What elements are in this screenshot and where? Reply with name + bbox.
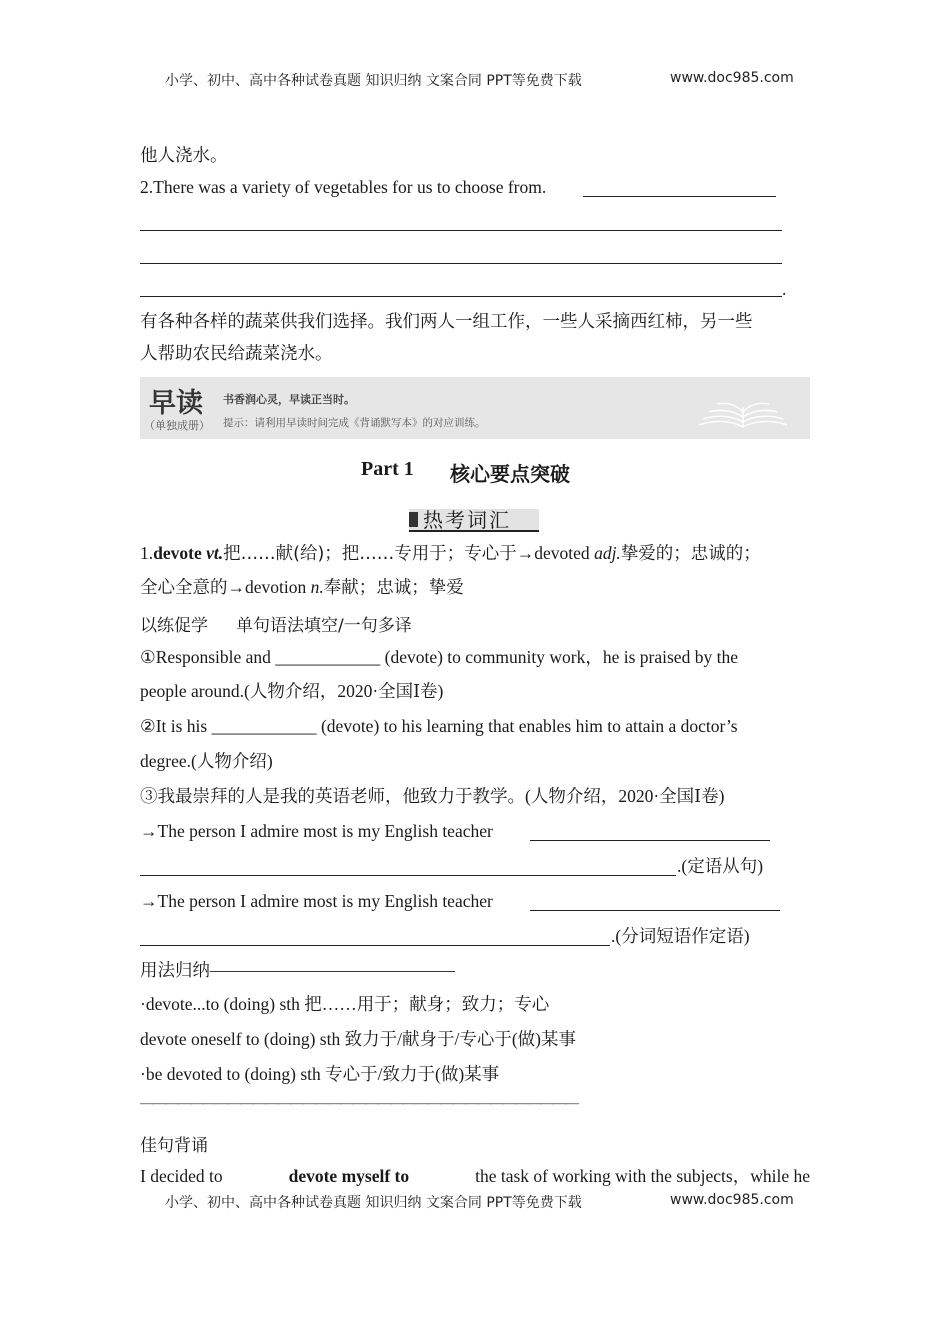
usage-title: 用法归纳 bbox=[140, 961, 210, 981]
translation-line: 人帮助农民给蔬菜浇水。 bbox=[140, 343, 333, 363]
exercise-1-line-1: ①Responsible and ____________ (devote) to community work，he is praised by the bbox=[140, 647, 738, 667]
footer-text: 小学、初中、高中各种试卷真题 知识归纳 文案合同 PPT等免费下载 bbox=[165, 1195, 582, 1211]
section-marker-icon bbox=[409, 512, 418, 527]
entry-word: devote bbox=[153, 543, 202, 563]
usage-end-dashes: ——————————————————————————————————— bbox=[140, 1096, 578, 1111]
usage-dashes: —————————————— bbox=[210, 960, 455, 980]
continued-text: 他人浇水。 bbox=[140, 145, 228, 165]
entry-meaning: 把……献(给)；把……专用于；专心于 bbox=[223, 544, 517, 564]
answer-line bbox=[140, 230, 782, 231]
usage-item: ·be devoted to (doing) sth 专心于/致力于(做)某事 bbox=[140, 1064, 500, 1084]
answer-blank bbox=[583, 196, 776, 197]
derived-meaning: 奉献；忠诚；挚爱 bbox=[323, 578, 464, 598]
translation-line: 有各种各样的蔬菜供我们选择。我们两人一组工作，一些人采摘西红柿，另一些 bbox=[140, 311, 753, 331]
section-title: 热考词汇 bbox=[423, 508, 511, 532]
answer-blank bbox=[140, 945, 610, 946]
header-text: 小学、初中、高中各种试卷真题 知识归纳 文案合同 PPT等免费下载 bbox=[165, 73, 582, 89]
part-label: Part 1 bbox=[361, 458, 414, 480]
morning-reading-banner bbox=[140, 377, 810, 439]
answer-period: . bbox=[782, 279, 787, 299]
sentence-pre: I decided to bbox=[140, 1166, 223, 1186]
usage-item: ·devote...to (doing) sth 把……用于；献身；致力；专心 bbox=[140, 994, 550, 1014]
answer-line bbox=[140, 296, 782, 297]
banner-slogan: 书香润心灵，早读正当时。 bbox=[223, 393, 355, 406]
derived-meaning: 挚爱的；忠诚的； bbox=[620, 544, 761, 564]
derived-pos: adj. bbox=[594, 543, 621, 563]
open-book-icon bbox=[695, 389, 791, 431]
header-site: www.doc985.com bbox=[670, 70, 794, 86]
banner-subtitle: （单独成册） bbox=[144, 419, 210, 432]
banner-tip: 提示：请利用早读时间完成《背诵默写本》的对应训练。 bbox=[223, 417, 486, 429]
question-2: 2.There was a variety of vegetables for us to choose from. bbox=[140, 177, 547, 197]
sentence-title: 佳句背诵 bbox=[140, 1136, 208, 1156]
usage-heading bbox=[140, 959, 455, 982]
translation-note-2: .(分词短语作定语) bbox=[611, 926, 750, 946]
answer-line bbox=[140, 263, 782, 264]
part-title: 核心要点突破 bbox=[450, 462, 570, 486]
exercise-2-line-2: degree.(人物介绍) bbox=[140, 751, 273, 771]
sentence-post: the task of working with the subjects，while he bbox=[475, 1166, 810, 1186]
arrow-icon: → bbox=[516, 543, 535, 563]
entry-meaning-cont: 全心全意的 bbox=[140, 578, 228, 598]
translation-answer-1: →The person I admire most is my English teacher bbox=[140, 821, 493, 841]
answer-blank bbox=[530, 910, 780, 911]
answer-blank bbox=[140, 875, 676, 876]
derived-pos: n. bbox=[310, 577, 324, 597]
answer-blank bbox=[530, 840, 770, 841]
translation-answer-2: →The person I admire most is my English teacher bbox=[140, 891, 493, 911]
entry-line-1 bbox=[140, 542, 761, 565]
practice-subtitle: 单句语法填空/一句多译 bbox=[236, 616, 412, 636]
usage-item: devote oneself to (doing) sth 致力于/献身于/专心于(做)某事 bbox=[140, 1029, 576, 1049]
sentence-line bbox=[140, 1165, 810, 1187]
translation-note-1: .(定语从句) bbox=[677, 856, 764, 876]
sentence-bold: devote myself to bbox=[288, 1166, 410, 1186]
footer-site: www.doc985.com bbox=[670, 1192, 794, 1208]
banner-title: 早读 bbox=[149, 388, 203, 419]
arrow-icon: → bbox=[227, 577, 245, 597]
derived-word: devoted bbox=[534, 543, 590, 563]
section-underline bbox=[409, 530, 539, 532]
derived-word: devotion bbox=[245, 577, 307, 597]
practice-label: 以练促学 bbox=[140, 616, 208, 636]
exercise-1-line-2: people around.(人物介绍，2020·全国Ⅰ卷) bbox=[140, 681, 444, 701]
entry-pos: vt. bbox=[206, 543, 224, 563]
exercise-3: ③我最崇拜的人是我的英语老师，他致力于教学。(人物介绍，2020·全国Ⅰ卷) bbox=[140, 786, 725, 806]
exercise-2-line-1: ②It is his ____________ (devote) to his learning that enables him to attain a doctor’s bbox=[140, 716, 738, 736]
entry-line-2 bbox=[140, 576, 464, 599]
entry-number: 1. bbox=[140, 543, 154, 563]
